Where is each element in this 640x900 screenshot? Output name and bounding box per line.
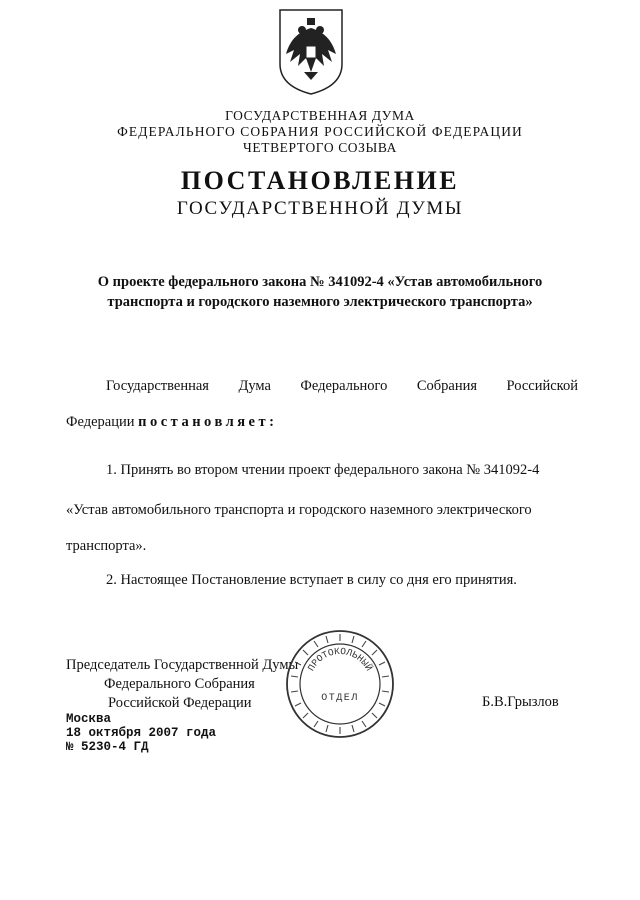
- document-subject: [60, 272, 580, 312]
- intro-word: Собрания: [416, 378, 478, 394]
- role-line-1: Председатель Государственной Думы: [66, 657, 299, 673]
- meta-number: № 5230-4 ГД: [66, 740, 149, 754]
- russian-coat-of-arms-icon: [276, 6, 346, 96]
- item-1-line-3: транспорта».: [66, 538, 147, 554]
- intro-word: Дума: [238, 378, 271, 394]
- item-1-line-2: «Устав автомобильного транспорта и городского наземного электрического: [66, 502, 532, 518]
- intro-line-2: [66, 414, 277, 431]
- item-2: 2. Настоящее Постановление вступает в силу со дня его принятия.: [106, 572, 517, 588]
- document-meta: [66, 712, 216, 754]
- header-line-1: ГОСУДАРСТВЕННАЯ ДУМА: [225, 108, 415, 123]
- role-line-2: Федерального Собрания: [104, 676, 255, 692]
- intro-word: Российской: [506, 378, 578, 394]
- svg-text:ПРОТОКОЛЬНЫЙ: [306, 646, 375, 673]
- official-stamp: [284, 628, 396, 740]
- header-line-2: ФЕДЕРАЛЬНОГО СОБРАНИЯ РОССИЙСКОЙ ФЕДЕРАЦИИ: [117, 124, 523, 139]
- meta-city: Москва: [66, 712, 112, 726]
- item-1-line-1: 1. Принять во втором чтении проект федерального закона № 341092-4: [106, 462, 540, 478]
- intro-word: Федерального: [300, 378, 388, 394]
- resolves-word: постановляет:: [138, 414, 278, 430]
- signatory-name: Б.В.Грызлов: [482, 694, 559, 710]
- document-type: ПОСТАНОВЛЕНИЕ: [180, 166, 460, 195]
- signatory-role: [66, 656, 298, 713]
- intro-word: Государственная: [106, 378, 209, 394]
- document-issuer: ГОСУДАРСТВЕННОЙ ДУМЫ: [176, 198, 464, 219]
- intro-line-1: [106, 378, 578, 395]
- stamp-inner-text: ПРОТОКОЛЬНЫЙ: [305, 645, 375, 673]
- stamp-center-text: ОТДЕЛ: [321, 693, 359, 704]
- subject-line-2: транспорта и городского наземного электрического транспорта»: [107, 294, 533, 310]
- header-line-3: ЧЕТВЕРТОГО СОЗЫВА: [243, 140, 397, 155]
- subject-line-1: О проекте федерального закона № 341092-4 «Устав автомобильного: [97, 274, 543, 290]
- intro-line-2-start: Федерации: [66, 414, 135, 430]
- role-line-3: Российской Федерации: [108, 695, 252, 711]
- meta-date: 18 октября 2007 года: [66, 726, 217, 740]
